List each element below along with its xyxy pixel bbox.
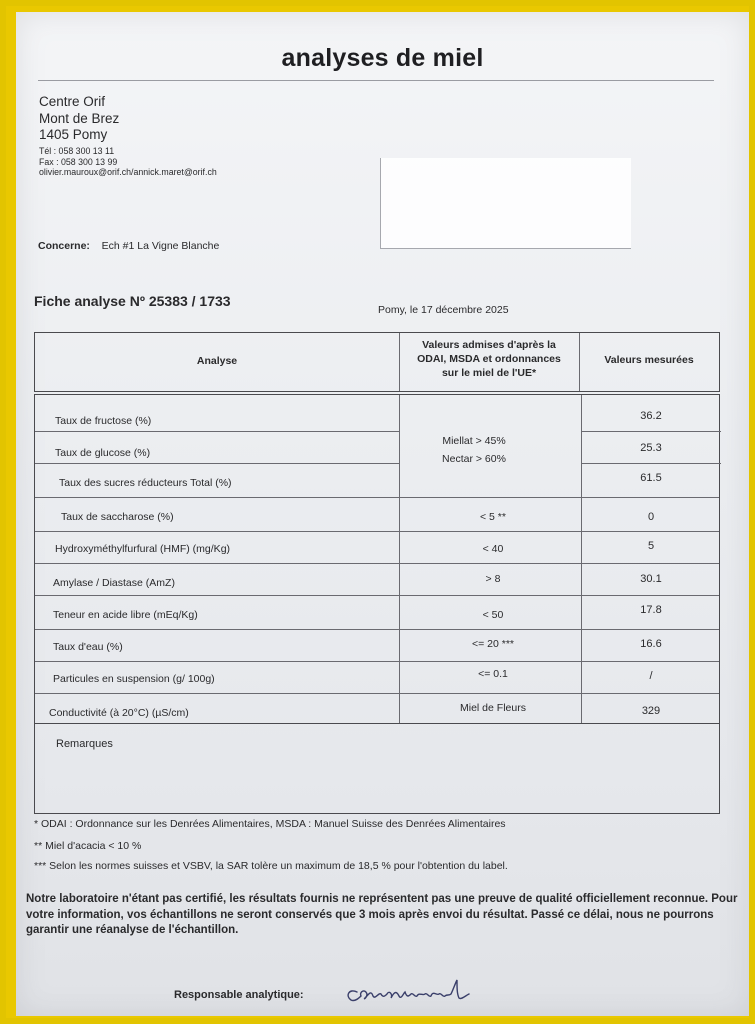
row-divider: [35, 595, 719, 596]
measured-value: 25.3: [640, 442, 662, 454]
document-title: analyses de miel: [281, 44, 484, 72]
row-divider: [581, 463, 721, 464]
footnote-2: ** Miel d'acacia < 10 %: [34, 840, 142, 852]
concerne-value: Ech #1 La Vigne Blanche: [101, 240, 220, 252]
analysis-table: [34, 394, 720, 724]
analysis-name: Conductivité (à 20°C) (µS/cm): [49, 707, 189, 719]
measured-value: 16.6: [640, 638, 662, 650]
sugar-limit-nectar: Nectar > 60%: [442, 453, 506, 465]
analysis-name: Amylase / Diastase (AmZ): [53, 577, 175, 589]
certification-notice: Notre laboratoire n'étant pas certifié, les résultats fournis ne représentent pas une preuve de qualité officiellement reconnue. Pour votre information, vos échantillons ne seront conservés que 3 mois après envoi du résultat. Passé ce délai, nous ne pourrons garantir une réanalyse de l'échantillon.: [26, 893, 738, 936]
fiche-number: Fiche analyse Nº 25383 / 1733: [34, 293, 231, 309]
row-divider: [35, 661, 719, 662]
lab-contact: [39, 146, 217, 178]
redacted-recipient-box: [380, 158, 631, 249]
responsible-label: Responsable analytique:: [174, 989, 304, 1001]
remarks-box: [34, 724, 720, 814]
row-divider: [581, 431, 721, 432]
document-page: [16, 12, 749, 1016]
phone-number: Tél : 058 300 13 11: [39, 146, 115, 156]
header-analyse-cell: [35, 333, 400, 391]
footnote-3: *** Selon les normes suisses et VSBV, la SAR tolère un maximum de 18,5 % pour l'obtention du label.: [34, 860, 508, 872]
row-divider: [35, 563, 719, 564]
concerne-label: Concerne:: [38, 240, 90, 252]
title-divider: [38, 80, 714, 81]
measured-value: 36.2: [640, 410, 662, 422]
analysis-name: Hydroxyméthylfurfural (HMF) (mg/Kg): [55, 543, 231, 555]
analysis-name: Particules en suspension (g/ 100g): [53, 673, 215, 685]
row-divider: [35, 629, 719, 630]
admitted-limit: Miel de Fleurs: [460, 702, 526, 714]
admitted-limit: < 50: [482, 609, 504, 621]
admitted-limit: <= 20 ***: [471, 638, 515, 650]
admitted-limit: > 8: [485, 573, 501, 585]
admitted-limit: <= 0.1: [478, 668, 508, 680]
address-line-3: 1405 Pomy: [39, 127, 108, 142]
sugar-limits-merged-cell: [384, 432, 564, 468]
measured-value: /: [649, 670, 653, 682]
header-measured: Valeurs mesurées: [604, 354, 694, 366]
admitted-limit: < 5 **: [480, 511, 506, 523]
address-line-1: Centre Orif: [39, 94, 106, 109]
row-divider: [35, 693, 719, 694]
header-limits-line-2: ODAI, MSDA et ordonnances: [417, 353, 561, 365]
remarks-label: Remarques: [56, 738, 113, 750]
analysis-name: Taux d'eau (%): [53, 641, 123, 653]
row-divider: [35, 531, 719, 532]
row-divider: [35, 431, 399, 432]
measured-value: 5: [647, 540, 655, 552]
measured-value: 30.1: [640, 573, 662, 585]
admitted-limit: < 40: [482, 543, 504, 555]
concerne-line: [38, 240, 219, 252]
analysis-name: Teneur en acide libre (mEq/Kg): [53, 609, 198, 621]
header-limits-line-3: sur le miel de l'UE*: [441, 367, 537, 379]
sugar-limit-honeydew: Miellat > 45%: [442, 435, 506, 447]
yellow-frame: [6, 6, 749, 1018]
row-divider: [35, 497, 719, 498]
table-header: [34, 332, 720, 392]
measured-value: 17.8: [640, 604, 662, 616]
analysis-name: Taux de glucose (%): [55, 447, 151, 459]
analysis-name: Taux des sucres réducteurs Total (%): [59, 477, 232, 489]
email-addresses: olivier.mauroux@orif.ch/annick.maret@orif.ch: [39, 167, 217, 177]
measured-value: 329: [641, 705, 661, 717]
header-limits-cell: [399, 333, 580, 391]
header-analyse: Analyse: [196, 355, 238, 367]
footnote-1: * ODAI : Ordonnance sur les Denrées Alimentaires, MSDA : Manuel Suisse des Denrées Alimentaires: [34, 818, 506, 830]
measured-value: 0: [647, 511, 655, 523]
address-line-2: Mont de Brez: [39, 110, 120, 126]
header-limits-line-1: Valeurs admises d'après la: [422, 339, 556, 351]
analysis-name: Taux de fructose (%): [55, 415, 152, 427]
analysis-name: Taux de saccharose (%): [61, 511, 174, 523]
lab-address: [39, 94, 119, 144]
fax-number: Fax : 058 300 13 99: [39, 156, 118, 167]
row-divider: [35, 463, 399, 464]
document-date: Pomy, le 17 décembre 2025: [378, 304, 509, 316]
signature: [339, 970, 499, 1010]
measured-value: 61.5: [640, 472, 662, 484]
